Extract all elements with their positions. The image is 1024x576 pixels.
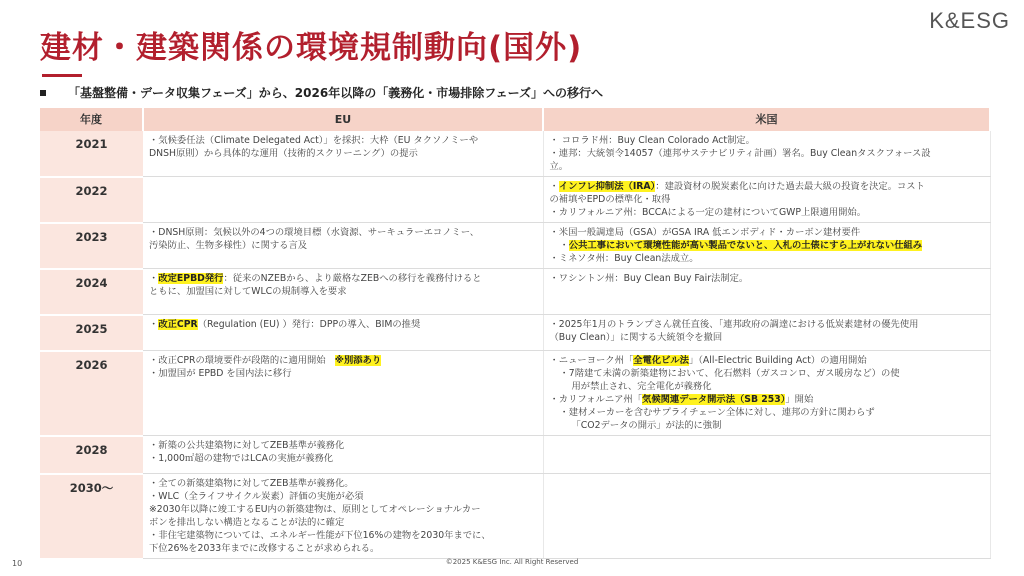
cell-line: ・全ての新築建築物に対してZEB基準が義務化。: [149, 478, 354, 489]
cell-line: ・ コロラド州：Buy Clean Colorado Act制定。: [549, 135, 755, 146]
line-prefix: ・カリフォルニア州「: [549, 394, 643, 405]
cell-line: [550, 354, 984, 367]
line-suffix: ：従来のNZEBから、より厳格なZEBへの移行を義務付けると: [223, 273, 482, 284]
copyright-notice: ©2025 K&ESG Inc. All Right Reserved: [445, 558, 579, 566]
summary-bullet: [40, 84, 603, 101]
table-row: [40, 177, 990, 223]
cell-line: ・ミネソタ州：Buy Clean法成立。: [549, 253, 699, 264]
line-prefix: ・: [149, 319, 159, 330]
eu-cell: [143, 351, 543, 436]
line-suffix: （Regulation (EU) ）発行：DPPの導入、BIMの推奨: [197, 319, 421, 330]
summary-text: 「基盤整備・データ収集フェーズ」から、2026年以降の「義務化・市場排除フェーズ」への移行へ: [68, 86, 604, 100]
eu-cell: [143, 131, 543, 177]
us-cell: [543, 436, 990, 474]
us-cell: [543, 315, 990, 351]
page-number: 10: [12, 559, 23, 568]
cell-line: ボンを排出しない構造となることが法的に確定: [149, 517, 345, 528]
cell-line: ・7階建て未満の新築建物において、化石燃料（ガスコンロ、ガス暖房など）の使: [559, 368, 900, 379]
bullet-square-icon: [40, 90, 46, 96]
cell-line: [550, 239, 984, 252]
cell-line: ・WLC（全ライフサイクル炭素）評価の実施が必須: [149, 491, 364, 502]
highlighted-term: 全電化ビル法: [633, 355, 689, 366]
year-cell: 2026: [40, 351, 143, 436]
table-row: [40, 436, 990, 474]
year-cell: 2023: [40, 223, 143, 269]
header-eu: EU: [143, 108, 543, 131]
cell-line: [550, 393, 984, 406]
us-cell: [543, 351, 990, 436]
table-row: [40, 223, 990, 269]
us-cell: [543, 177, 990, 223]
year-cell: 2024: [40, 269, 143, 315]
cell-line: 「CO2データの開示」が法的に強制: [571, 420, 722, 431]
cell-line: ともに、加盟国に対してWLCの規制導入を要求: [149, 286, 347, 297]
company-logo: K&ESG: [929, 8, 1010, 33]
year-cell: 2025: [40, 315, 143, 351]
eu-cell: [143, 436, 543, 474]
cell-line: ・米国一般調達局（GSA）がGSA IRA 低エンボディド・カーボン建材要件: [549, 227, 861, 238]
table-row: [40, 131, 990, 177]
cell-line: ・新築の公共建築物に対してZEB基準が義務化: [149, 440, 345, 451]
cell-line: 下位26%を2033年までに改修することが求められる。: [149, 543, 380, 554]
year-cell: 2022: [40, 177, 143, 223]
line-prefix: ・: [549, 181, 559, 192]
year-cell: 2030〜: [40, 474, 143, 559]
highlighted-term: 改正CPR: [158, 319, 198, 330]
header-us: 米国: [543, 108, 990, 131]
cell-line: の補填やEPDの標準化・取得: [549, 194, 671, 205]
table-header-row: [40, 108, 990, 131]
highlighted-term: インフレ抑制法（IRA）: [558, 181, 656, 192]
cell-line: ・DNSH原則：気候以外の4つの環境目標（水資源、サーキュラーエコノミー、: [149, 227, 480, 238]
cell-line: ・1,000㎡超の建物ではLCAの実施が義務化: [149, 453, 334, 464]
highlighted-term: 気候関連データ開示法（SB 253）: [642, 394, 786, 405]
header-year: 年度: [40, 108, 143, 131]
table-row: [40, 315, 990, 351]
line-suffix: ：建設資材の脱炭素化に向けた過去最大級の投資を決定。コスト: [655, 181, 925, 192]
us-cell: [543, 131, 990, 177]
cell-line: [550, 180, 984, 193]
cell-line: [149, 318, 537, 331]
table-row: [40, 269, 990, 315]
year-cell: 2028: [40, 436, 143, 474]
year-cell: 2021: [40, 131, 143, 177]
cell-line: ・気候委任法（Climate Delegated Act）」を採択：大枠（EU タクソノミーや: [149, 135, 479, 146]
eu-cell: [143, 177, 543, 223]
line-prefix: ・ニューヨーク州「: [549, 355, 634, 366]
eu-cell: [143, 223, 543, 269]
cell-line: [149, 272, 537, 285]
eu-cell: [143, 269, 543, 315]
cell-line: 用が禁止され、完全電化が義務化: [571, 381, 712, 392]
highlighted-term: 公共工事において環境性能が高い製品でないと、入札の土俵にすら上がれない仕組み: [568, 240, 923, 251]
cell-line: ・ワシントン州：Buy Clean Buy Fair法制定。: [549, 273, 749, 284]
line-prefix: ・: [149, 273, 159, 284]
cell-line: ・カリフォルニア州：BCCAによる一定の建材についてGWP上限適用開始。: [549, 207, 867, 218]
cell-line: ・連邦：大統領令14057（連邦サステナビリティ計画）署名。Buy Cleanタスクフォース設: [549, 148, 931, 159]
line-suffix: 」（All-Electric Building Act）の適用開始: [688, 355, 867, 366]
regulation-table: [40, 108, 991, 560]
us-cell: [543, 223, 990, 269]
cell-line: ※2030年以降に竣工するEU内の新築建物は、原則としてオペレーショナルカー: [149, 504, 481, 515]
cell-line: ・非住宅建築物については、エネルギー性能が下位16%の建物を2030年までに、: [149, 530, 491, 541]
us-cell: [543, 269, 990, 315]
cell-line: DNSH原則）から具体的な運用（技術的スクリーニング）の提示: [149, 148, 418, 159]
cell-line: 立。: [549, 161, 569, 172]
cell-line: ・建材メーカーを含むサプライチェーン全体に対し、連邦の方針に関わらず: [559, 407, 875, 418]
table-row: [40, 351, 990, 436]
eu-cell: [143, 474, 543, 559]
highlighted-term: ※別添あり: [334, 355, 382, 366]
cell-line: （Buy Clean）」に関する大統領令を撤回: [549, 332, 723, 343]
cell-line: [149, 354, 537, 367]
cell-line: ・加盟国が EPBD を国内法に移行: [149, 368, 292, 379]
title-underline: [42, 74, 82, 77]
page-title: 建材・建築関係の環境規制動向(国外): [40, 30, 583, 66]
eu-cell: [143, 315, 543, 351]
line-prefix: ・改正CPRの環境要件が段階的に適用開始: [149, 355, 335, 366]
cell-line: 汚染防止、生物多様性）に関する言及: [149, 240, 308, 251]
line-prefix: ・: [559, 240, 569, 251]
line-suffix: 」開始: [785, 394, 814, 405]
cell-line: ・2025年1月のトランプさん就任直後、「連邦政府の調達における低炭素建材の優先使用: [549, 319, 919, 330]
highlighted-term: 改定EPBD発行: [158, 273, 224, 284]
table-row: [40, 474, 990, 559]
us-cell: [543, 474, 990, 559]
